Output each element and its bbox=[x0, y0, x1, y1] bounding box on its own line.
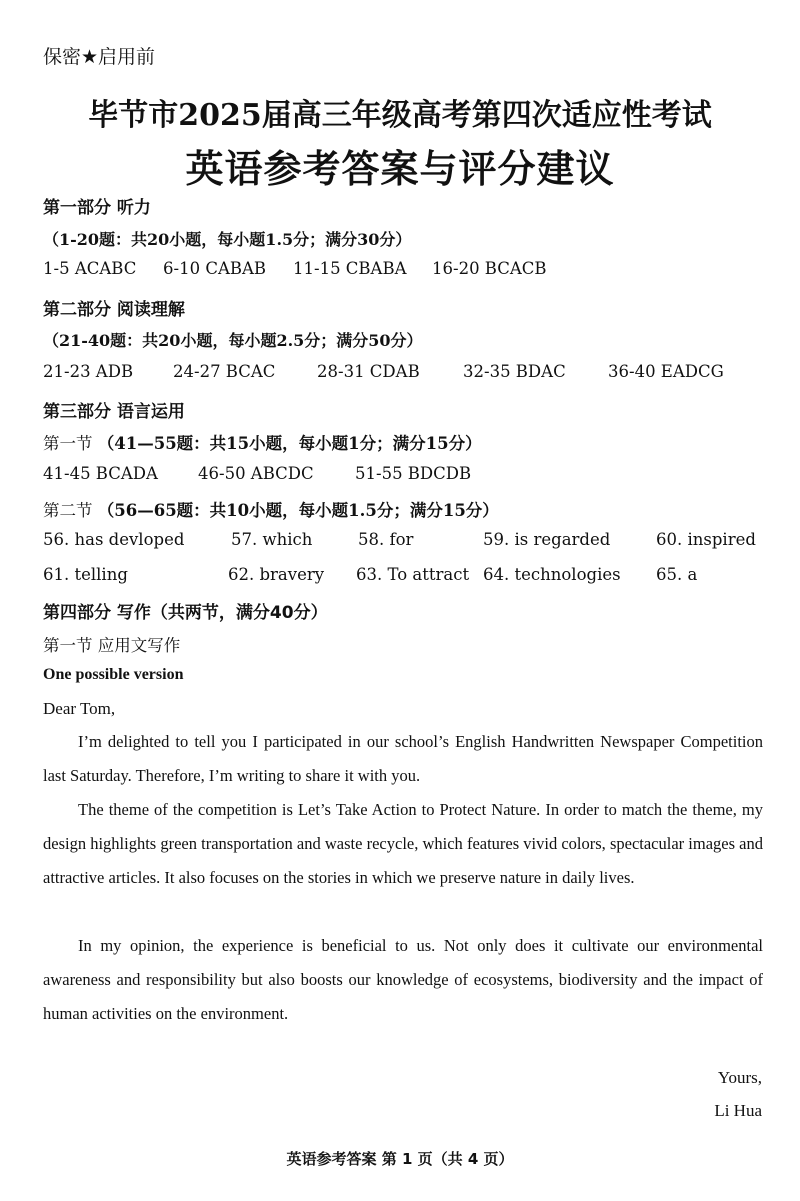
answer-item: 60. inspired bbox=[656, 530, 756, 549]
part1-note: （1-20题：共20小题，每小题1.5分；满分30分） bbox=[43, 230, 412, 249]
part3-heading: 第三部分 语言运用 bbox=[43, 402, 185, 422]
answer-group: 16-20 BCACB bbox=[432, 259, 547, 278]
page-footer: 英语参考答案 第 1 页（共 4 页） bbox=[286, 1150, 514, 1168]
part2-answer-row bbox=[43, 362, 763, 386]
letter-paragraph: The theme of the competition is Let’s Take Action to Protect Nature. In order to match the theme, my design highlights green transportation and waste recycle, which features vivid colors, spectacular images and attractive articles. It also focuses on the stories in which we preserve nature in daily lives. bbox=[43, 800, 763, 887]
answer-item: 56. has devloped bbox=[43, 530, 185, 549]
confidential-label: 保密★启用前 bbox=[43, 46, 156, 68]
letter-signature: Li Hua bbox=[714, 1101, 762, 1120]
answer-item: 64. technologies bbox=[483, 565, 621, 584]
part4-heading: 第四部分 写作（共两节，满分40分） bbox=[43, 603, 328, 623]
answer-item: 65. a bbox=[656, 565, 698, 584]
answer-group: 6-10 CABAB bbox=[163, 259, 267, 278]
section-note: （56—65题：共10小题，每小题1.5分；满分15分） bbox=[97, 501, 499, 520]
answer-item: 58. for bbox=[358, 530, 414, 549]
answer-group: 32-35 BDAC bbox=[463, 362, 566, 381]
answer-group: 36-40 EADCG bbox=[608, 362, 724, 381]
letter-closing: Yours, bbox=[717, 1068, 762, 1087]
answer-item: 59. is regarded bbox=[483, 530, 611, 549]
answer-group: 41-45 BCADA bbox=[43, 464, 158, 483]
answer-item: 57. which bbox=[231, 530, 313, 549]
document-title: 英语参考答案与评分建议 bbox=[185, 147, 615, 191]
answer-group: 1-5 ACABC bbox=[43, 259, 137, 278]
part2-note: （21-40题：共20小题，每小题2.5分；满分50分） bbox=[43, 331, 423, 350]
letter-paragraph: I’m delighted to tell you I participated in our school’s English Handwritten Newspaper Competition last Saturday. Therefore, I’m writing to share it with you. bbox=[43, 732, 763, 785]
answer-group: 28-31 CDAB bbox=[317, 362, 420, 381]
answer-item: 62. bravery bbox=[228, 565, 325, 584]
answer-item: 63. To attract bbox=[356, 565, 470, 584]
version-label: One possible version bbox=[43, 666, 184, 683]
part3-section2-answer-row bbox=[43, 530, 763, 554]
letter-paragraph: In my opinion, the experience is beneficial to us. Not only does it cultivate our environmental awareness and responsibility but also boosts our knowledge of ecosystems, biodiversity and the impact of human activities on the environment. bbox=[43, 936, 763, 1023]
exam-title: 毕节市2025届高三年级高考第四次适应性考试 bbox=[88, 98, 712, 133]
answer-group: 51-55 BDCDB bbox=[355, 464, 472, 483]
answer-item: 61. telling bbox=[43, 565, 128, 584]
section-note: （41—55题：共15小题，每小题1分；满分15分） bbox=[97, 434, 482, 453]
part3-section2-heading bbox=[43, 497, 499, 521]
section-label: 第二节 bbox=[43, 501, 93, 520]
part1-heading: 第一部分 听力 bbox=[43, 198, 151, 218]
answer-group: 24-27 BCAC bbox=[173, 362, 276, 381]
part2-heading: 第二部分 阅读理解 bbox=[43, 300, 185, 320]
part4-section1-heading: 第一节 应用文写作 bbox=[43, 636, 181, 655]
answer-group: 46-50 ABCDC bbox=[198, 464, 314, 483]
part3-section1-answer-row bbox=[43, 464, 763, 488]
letter-greeting: Dear Tom, bbox=[43, 699, 116, 718]
section-label: 第一节 bbox=[43, 434, 93, 453]
part3-section2-answer-row bbox=[43, 565, 763, 589]
part3-section1-heading bbox=[43, 430, 482, 454]
answer-group: 21-23 ADB bbox=[43, 362, 134, 381]
part1-answer-row bbox=[43, 259, 763, 283]
answer-group: 11-15 CBABA bbox=[293, 259, 407, 278]
